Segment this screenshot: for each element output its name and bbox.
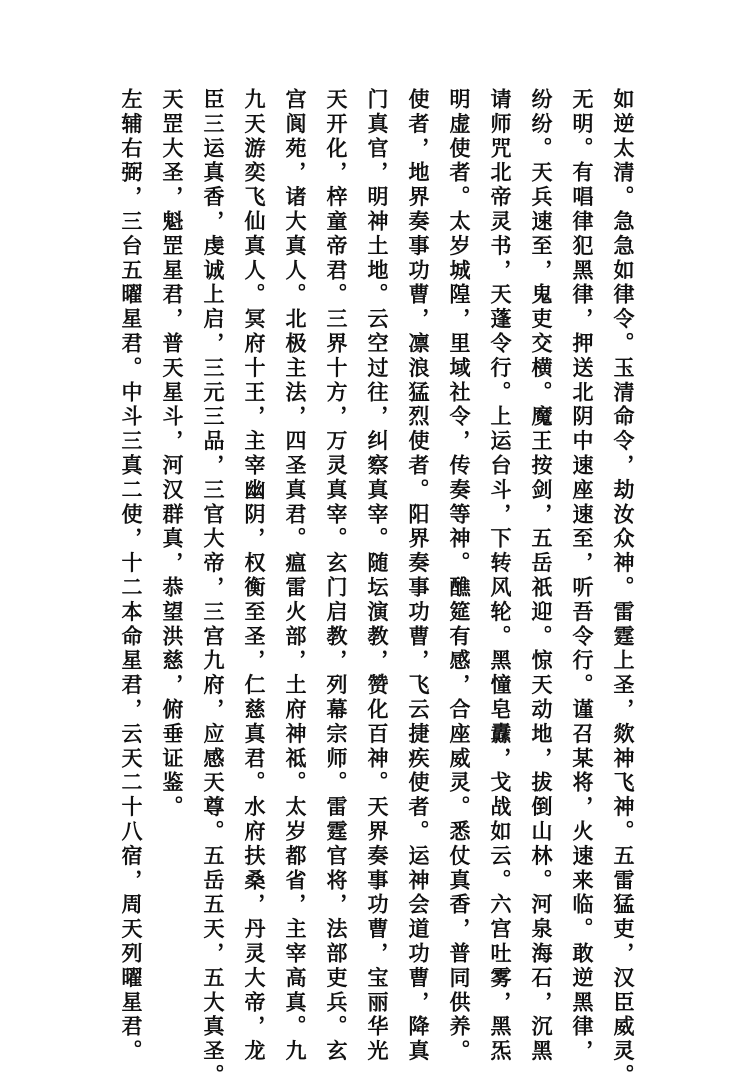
- text-column-7: 门真官，明神土地。云空过往，纠察真宰。随坛演教，赞化百神。天界奏事功曹，宝丽华光: [365, 88, 390, 1064]
- text-column-10: 九天游奕飞仙真人。冥府十王，主宰幽阴，权衡至圣，仁慈真君。水府扶桑，丹灵大帝，龙: [242, 88, 267, 1064]
- vertical-text-block: [118, 88, 636, 1088]
- text-column-1: 如逆太清。急急如律令。玉清命令，劫汝众神。雷霆上圣，欻神飞神。五雷猛吏，汉臣威灵。: [611, 88, 636, 1088]
- text-column-12: 天罡大圣，魁罡星君，普天星斗，河汉群真，恭望洪慈，俯垂证鉴。: [160, 88, 185, 820]
- text-column-8: 天开化，梓童帝君。三界十方，万灵真宰。玄门启教，列幕宗师。雷霆官将，法部吏兵。玄: [324, 88, 349, 1064]
- text-column-5: 明虚使者。太岁城隍，里域社令，传奏等神。醮筵有感，合座威灵。悉仗真香，普同供养。: [447, 88, 472, 1064]
- text-column-4: 请师咒北帝灵书，天蓬令行。上运台斗，下转风轮。黑憧皂纛，戈战如云。六宫吐雾，黑炁: [488, 88, 513, 1064]
- text-column-2: 无明。有唱律犯黑律，押送北阴中速座速至，听吾令行。谨召某将，火速来临。敢逆黑律，: [570, 88, 595, 1064]
- text-column-3: 纷纷。天兵速至，鬼吏交横。魔王按剑，五岳祇迎。惊天动地，拔倒山林。河泉海石，沉黑: [529, 88, 554, 1064]
- text-column-9: 宫阆苑，诸大真人。北极主法，四圣真君。瘟雷火部，土府神祗。太岁都省，主宰高真。九: [283, 88, 308, 1064]
- text-column-13: 左辅右弼，三台五曜星君。中斗三真二使，十二本命星君，云天二十八宿，周天列曜星君。: [119, 88, 144, 1064]
- text-column-6: 使者，地界奏事功曹，凛浪猛烈使者。阳界奏事功曹，飞云捷疾使者。运神会道功曹，降真: [406, 88, 431, 1064]
- text-column-11: 臣三运真香，虔诚上启，三元三品，三官大帝，三宫九府，应感天尊。五岳五天，五大真圣。: [201, 88, 226, 1088]
